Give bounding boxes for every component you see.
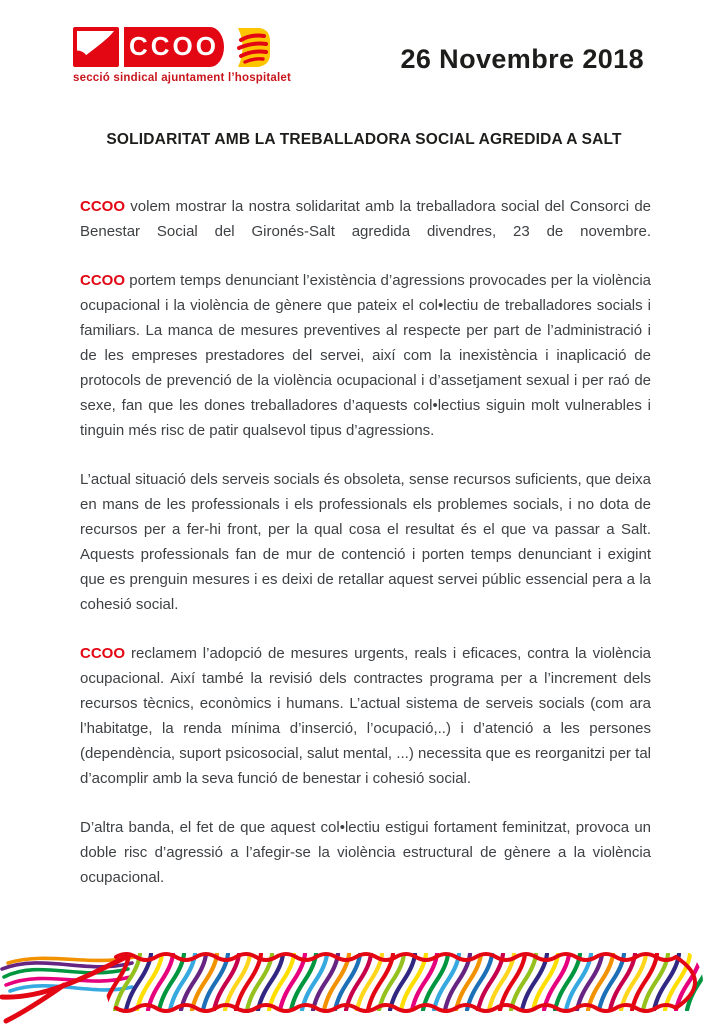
ccoo-lead: CCOO: [80, 198, 125, 215]
ribbon-strands: [104, 954, 712, 1010]
letterhead: [73, 27, 644, 84]
document-title: SOLIDARITAT AMB LA TREBALLADORA SOCIAL AGREDIDA A SALT: [106, 131, 622, 148]
ccoo-logo: [73, 27, 291, 84]
document-body: [80, 194, 651, 914]
ribbon-svg: [0, 947, 728, 1024]
paragraph-text: L’actual situació dels serveis socials és obsoleta, sense recursos suficients, que deixa en mans de les professionals i els professionals els problemes socials, i no dota de recursos per a fer-hi front, per la qual cosa el resultat és el que va passar a Salt. Aquests professionals fan de mur de contenció i porten temps denunciant i exigint que es prenguin mesures i es deixi de retallar aquest servei públic essencial pera a la cohesió social.: [80, 471, 651, 613]
paragraph-3: [80, 467, 651, 617]
ccoo-lead: CCOO: [80, 645, 125, 662]
senyera-flag-icon: [228, 27, 270, 67]
ccoo-emblem-icon: [73, 27, 119, 67]
document-date: 26 Novembre 2018: [400, 44, 644, 74]
paragraph-5: [80, 815, 651, 890]
paragraph-text: reclamem l’adopció de mesures urgents, reals i eficaces, contra la violència ocupacional. Així també la revisió dels contractes programa per a l’increment dels recursos tècnics, econòmics i humans. L’actual sistema de serveis socials (com ara l’habitatge, la renda mínima d’inserció, l’ocupació,..) i d’atenció a les persones (dependència, suport psicosocial, salut mental, ...) necessita que es reorganitzi per tal d’acomplir amb la seva funció de benestar i cohesió social.: [80, 645, 651, 787]
paragraph-4: [80, 641, 651, 791]
logo-tagline: secció sindical ajuntament l’hospitalet: [73, 72, 292, 84]
paragraph-text: D’altra banda, el fet de que aquest col•lectiu estigui fortament feminitzat, provoca un doble risc d’agressió a l’afegir-se la violència estructural de gènere a la violència ocupacional.: [80, 819, 651, 886]
ccoo-wordmark: CCOO: [124, 27, 224, 67]
paragraph-1: [80, 194, 651, 244]
ribbon-decoration: [0, 947, 728, 1024]
paragraph-2: [80, 268, 651, 443]
ccoo-lead: CCOO: [80, 272, 125, 289]
ccoo-logo-row: [73, 27, 291, 67]
paragraph-text: portem temps denunciant l’existència d’agressions provocades per la violència ocupacional i la violència de gènere que pateix el col•lectiu de treballadores socials i familiars. La manca de mesures preventives al respecte per part de l’administració i de les empreses prestadores del servei, així com la inexistència i inaplicació de protocols de prevenció de la violència ocupacional i d’assetjament sexual i per raó de sexe, fan que les dones treballadores d’aquests col•lectius siguin molt vulnerables i tinguin més risc de patir qualsevol tipus d’agressions.: [80, 272, 651, 439]
paragraph-text: volem mostrar la nostra solidaritat amb la treballadora social del Consorci de Benestar Social del Gironés-Salt agredida divendres, 23 de novembre.: [80, 198, 651, 240]
